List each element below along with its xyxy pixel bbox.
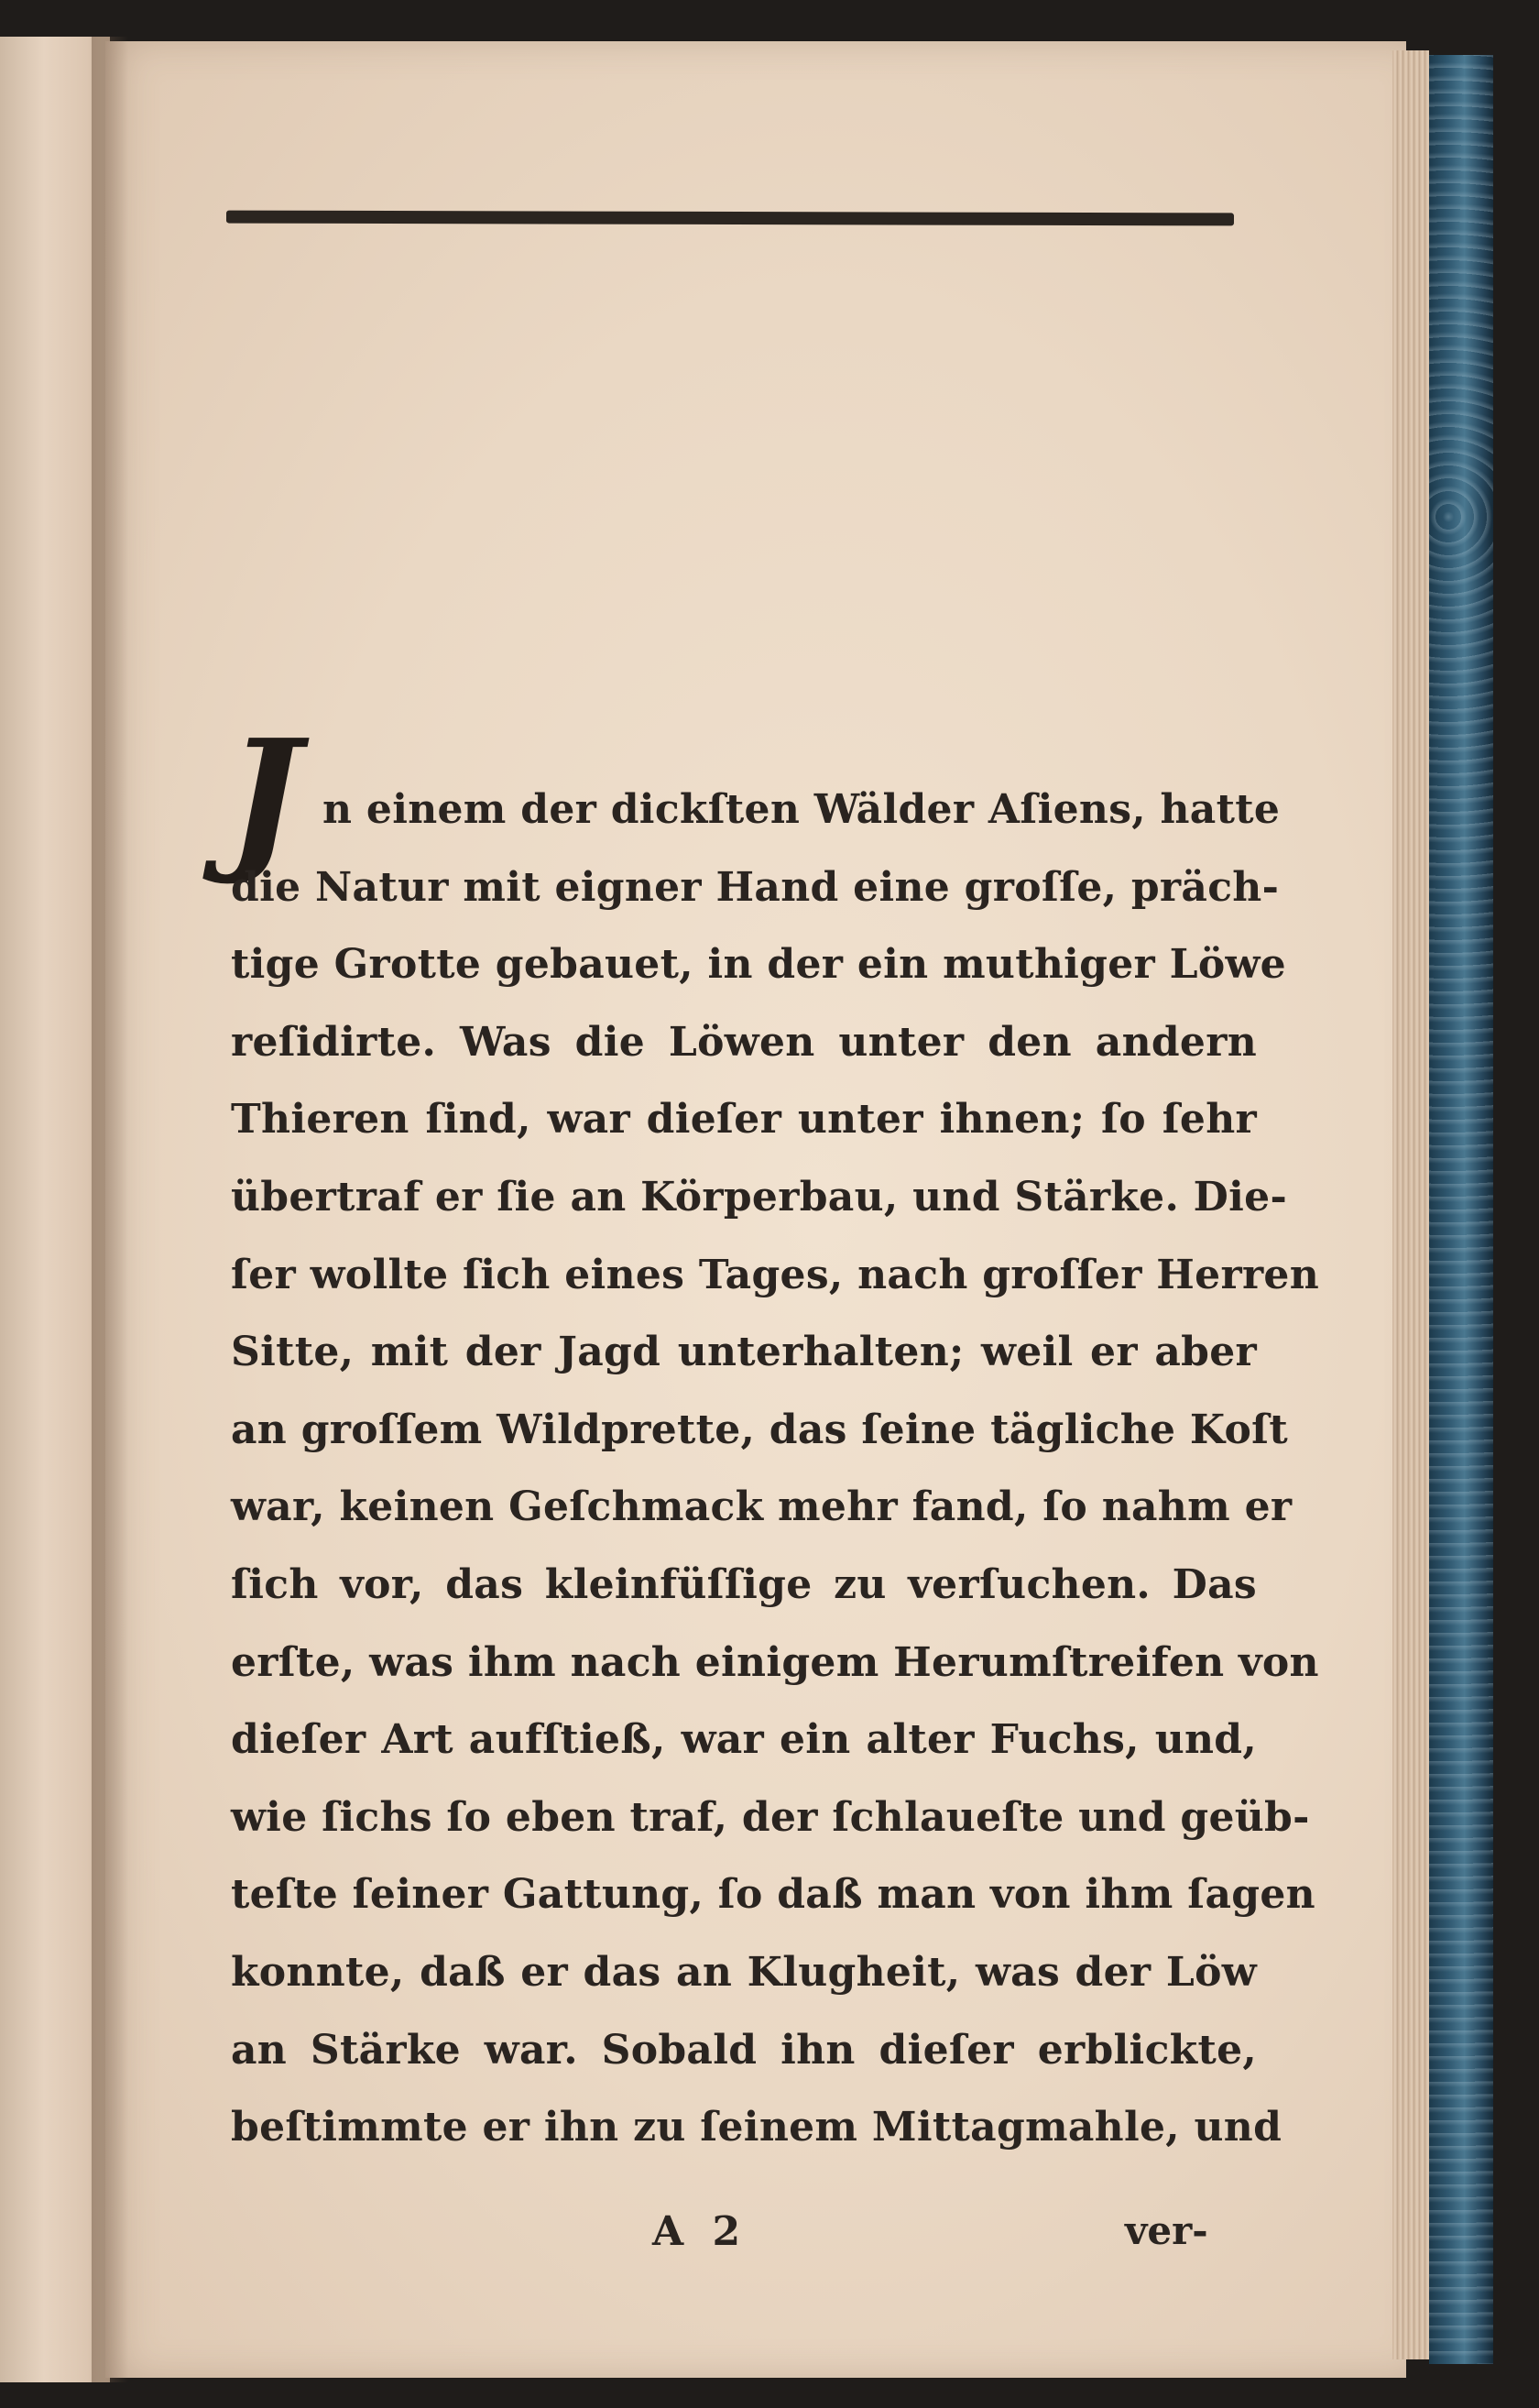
text-line: übertraf er ſie an Körperbau, und Stärke. Die-: [231, 1174, 1288, 1220]
page-gutter: [92, 37, 128, 2382]
header-rule: [226, 211, 1234, 226]
text-line: ſich vor, das kleinfüſſige zu verſuchen. Das: [231, 1561, 1257, 1608]
drop-initial: J: [227, 706, 301, 889]
text-line: reſidirte. Was die Löwen unter den andern: [231, 1018, 1257, 1066]
text-line: ſer wollte ſich eines Tages, nach groſſer Herren: [231, 1251, 1320, 1298]
text-line: war, keinen Geſchmack mehr fand, ſo nahm er: [231, 1483, 1293, 1531]
text-line: Sitte, mit der Jagd unterhalten; weil er aber: [231, 1329, 1257, 1376]
cover-texture: [1429, 55, 1493, 2364]
page-block-edges: [1392, 50, 1429, 2359]
catchword: ver-: [1125, 2208, 1208, 2253]
text-line: beſtimmte er ihn zu ſeinem Mittagmahle, und: [231, 2104, 1282, 2151]
text-line: dieſer Art aufſtieß, war ein alter Fuchs, und,: [231, 1716, 1257, 1764]
text-line: an groſſem Wildprette, das ſeine tägliche Koſt: [231, 1406, 1288, 1453]
text-line: Thieren ſind, war dieſer unter ihnen; ſo ſehr: [231, 1096, 1257, 1144]
text-line: konnte, daß er das an Klugheit, was der Löw: [231, 1949, 1257, 1996]
signature-mark: A 2: [652, 2208, 748, 2255]
text-line: teſte ſeiner Gattung, ſo daß man von ihm ſagen: [231, 1871, 1315, 1919]
text-line: die Natur mit eigner Hand eine groſſe, präch-: [231, 863, 1280, 911]
text-line: erſte, was ihm nach einigem Herumſtreifen von: [231, 1638, 1319, 1686]
text-line: tige Grotte gebauet, in der ein muthiger Löwe: [231, 941, 1286, 989]
text-line: wie ſichs ſo eben traf, der ſchlaueſte und geüb-: [231, 1793, 1310, 1841]
text-line: an Stärke war. Sobald ihn dieſer erblickte,: [231, 2026, 1257, 2074]
text-line: n einem der dickſten Wälder Aſiens, hatte: [322, 786, 1281, 833]
